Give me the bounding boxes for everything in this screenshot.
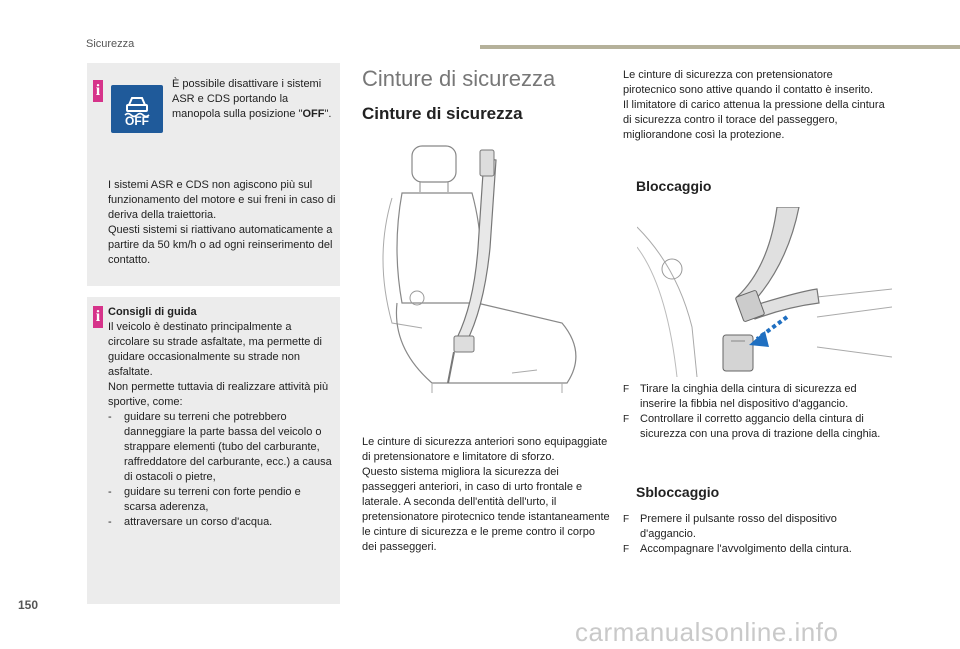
- asr-paragraph: I sistemi ASR e CDS non agiscono più sul funzionamento del motore e sui freni in caso di deriva della traiettoria. Questi sistemi si riattivano automaticamente a partire da 50 km/h o ad ogni reinserimento del contatto.: [108, 179, 336, 266]
- list-item: F Premere il pulsante rosso del dispositivo d'aggancio.: [623, 513, 837, 540]
- info-icon: i: [93, 80, 103, 102]
- list-item: F Tirare la cinghia della cintura di sicurezza ed inserire la fibbia nel dispositivo d'aggancio.: [623, 383, 857, 410]
- asr-off-icon: [111, 85, 163, 133]
- unlocking-steps: [623, 512, 891, 557]
- list-item: - guidare su terreni che potrebbero danneggiare la parte bassa del veicolo o strappare elementi (tubo del carburante, raffreddatore del carburante, ecc.) a causa di ostacoli o pietre,: [108, 411, 332, 483]
- list-item: - guidare su terreni con forte pendio e scarsa aderenza,: [108, 486, 301, 513]
- unlocking-title: Sbloccaggio: [636, 484, 720, 500]
- list-item: - attraversare un corso d'acqua.: [108, 516, 273, 528]
- locking-title: Bloccaggio: [636, 178, 712, 194]
- pretensioner-paragraph: Le cinture di sicurezza anteriori sono equipaggiate di pretensionatore e limitatore di sforzo. Questo sistema migliora la sicurezza dei passeggeri anteriori, in caso di urto frontale e laterale. A seconda dell'entità dell'urto, il pretensionatore pirotecnico tende istantaneamente le cinture di sicurezza e le preme contro il corpo dei passeggeri.: [362, 436, 610, 553]
- list-item: F Accompagnare l'avvolgimento della cintura.: [623, 543, 852, 555]
- off-note: È possibile disattivare i sistemi ASR e CDS portando la manopola sulla posizione "OFF".: [172, 78, 332, 120]
- info-icon: i: [93, 306, 103, 328]
- seat-belt-illustration: [362, 138, 612, 398]
- section-label: Sicurezza: [86, 38, 135, 50]
- list-item: F Controllare il corretto aggancio della cintura di sicurezza con una prova di trazione della cinghia.: [623, 413, 881, 440]
- driving-tips-heading: Consigli di guida: [108, 306, 197, 318]
- locking-steps: [623, 382, 891, 442]
- page-number: 150: [18, 598, 39, 612]
- section-title: Cinture di sicurezza: [362, 104, 523, 123]
- watermark: carmanualsonline.info: [575, 617, 839, 647]
- off-label: OFF: [125, 114, 149, 128]
- driving-tips-text: Consigli di guida Il veicolo è destinato principalmente a circolare su strade asfaltate, ma permette di guidare occasionalmente su strade non asfaltate. Non permette tuttavia di realizzare attività più sportive, come: - guidare su terreni che potrebbero danneggiare la parte bassa del veicolo o strappare elementi (tubo del carburante, raffreddatore del carburante, ecc.) a causa di ostacoli o pietre, - guidare su terreni con forte pendio e scarsa aderenza, - attraversare un corso d'acqua.: [108, 305, 336, 530]
- buckle-illustration: [637, 207, 892, 377]
- pyrotechnic-paragraph: Le cinture di sicurezza con pretensionatore pirotecnico sono attive quando il contatto è inserito. Il limitatore di carico attenua la pressione della cintura di sicurezza contro il torace del passeggero, migliorandone così la protezione.: [623, 69, 885, 141]
- header-bar: [480, 45, 960, 49]
- chapter-title: Cinture di sicurezza: [362, 66, 556, 91]
